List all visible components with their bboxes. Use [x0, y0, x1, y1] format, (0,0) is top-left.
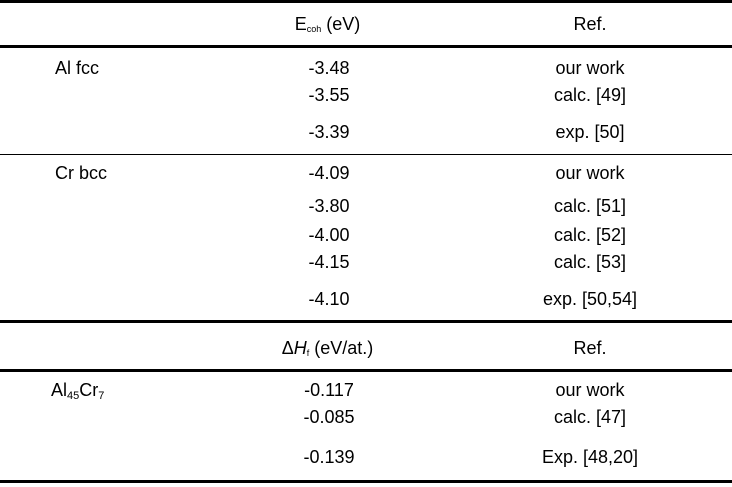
ref-header-2: Ref.	[573, 338, 607, 358]
table-cell-ref: our work	[555, 163, 625, 183]
al45cr7-label: $Al_{45}Cr_7$	[51, 380, 105, 402]
header2-rule	[0, 369, 732, 372]
table-cell-value: -4.09	[308, 163, 350, 183]
al-fcc-label: Al fcc	[55, 58, 100, 78]
table-cell-ref: calc. [52]	[553, 225, 627, 245]
table-cell-value: -3.48	[308, 58, 350, 78]
table-cell-ref: calc. [51]	[553, 196, 627, 216]
table-cell-value: -3.80	[308, 196, 350, 216]
table-cell-ref: our work	[555, 58, 625, 78]
cr-bcc-label: Cr bcc	[55, 163, 108, 183]
table-cell-value: -0.139	[303, 447, 355, 467]
table-cell-value: -4.10	[308, 289, 350, 309]
table-cell-ref: exp. [50,54]	[542, 289, 638, 309]
table-cell-ref: calc. [49]	[553, 85, 627, 105]
formation-enthalpy-header: $\Delta H_f$ (eV/at.)	[281, 338, 374, 358]
table-cell-value: -4.00	[308, 225, 350, 245]
table-cell-ref: calc. [47]	[553, 407, 627, 427]
cr-section-rule	[0, 320, 732, 323]
table-cell-value: -0.117	[304, 380, 354, 400]
bottom-rule	[0, 480, 732, 483]
cohesive-energy-header: $E_{coh}$ (eV)	[294, 14, 361, 34]
table-cell-value: -4.15	[308, 252, 350, 272]
al-section-rule	[0, 154, 732, 155]
ref-header: Ref.	[573, 14, 607, 34]
header-rule	[0, 45, 732, 48]
table-cell-ref: calc. [53]	[553, 252, 627, 272]
table-cell-value: -3.39	[308, 122, 350, 142]
top-rule	[0, 0, 732, 3]
table-cell-ref: exp. [50]	[555, 122, 625, 142]
table-cell-value: -0.085	[303, 407, 355, 427]
table-cell-value: -3.55	[308, 85, 350, 105]
table-cell-ref: our work	[555, 380, 625, 400]
table-cell-ref: Exp. [48,20]	[541, 447, 639, 467]
